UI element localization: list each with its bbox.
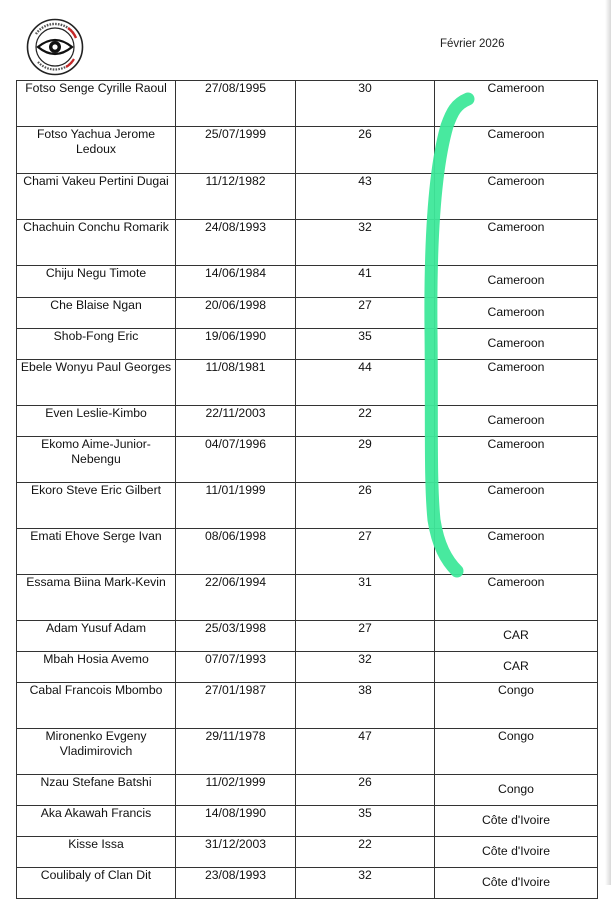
age-cell: 35 [296,329,435,360]
person-name-cell: Fotso Yachua Jerome Ledoux [17,127,176,174]
country-cell: CAR [435,652,598,683]
country-cell: Congo [435,729,598,775]
birth-date-cell: 25/07/1999 [176,127,296,174]
age-cell: 44 [296,360,435,406]
person-name-cell: Chiju Negu Timote [17,266,176,298]
country-cell: Cameroon [435,266,598,298]
person-name-cell: Chami Vakeu Pertini Dugai [17,174,176,220]
person-name-cell: Coulibaly of Clan Dit [17,868,176,899]
birth-date-cell: 24/08/1993 [176,220,296,266]
table-row [17,529,598,575]
birth-date-cell: 11/01/1999 [176,483,296,529]
birth-date-cell: 11/08/1981 [176,360,296,406]
person-name-cell: Shob-Fong Eric [17,329,176,360]
birth-date-cell: 11/02/1999 [176,775,296,806]
country-cell: Congo [435,775,598,806]
person-name-cell: Ekomo Aime-Junior-Nebengu [17,437,176,483]
country-cell: Cameroon [435,360,598,406]
age-cell: 26 [296,775,435,806]
table-row [17,483,598,529]
country-cell: Cameroon [435,298,598,329]
person-name-cell: Chachuin Conchu Romarik [17,220,176,266]
table-row [17,266,598,298]
birth-date-cell: 22/11/2003 [176,406,296,437]
country-cell: Cameroon [435,220,598,266]
birth-date-cell: 27/01/1987 [176,683,296,729]
table-row [17,360,598,406]
person-name-cell: Aka Akawah Francis [17,806,176,837]
age-cell: 30 [296,81,435,127]
document-header [0,0,611,80]
age-cell: 38 [296,683,435,729]
country-cell: Côte d'Ivoire [435,806,598,837]
person-name-cell: Essama Biina Mark-Kevin [17,575,176,621]
age-cell: 22 [296,406,435,437]
birth-date-cell: 19/06/1990 [176,329,296,360]
table-row [17,806,598,837]
country-cell: Congo [435,683,598,729]
birth-date-cell: 23/08/1993 [176,868,296,899]
age-cell: 27 [296,621,435,652]
person-name-cell: Mbah Hosia Avemo [17,652,176,683]
table-row [17,729,598,775]
country-cell: Cameroon [435,406,598,437]
table-row [17,652,598,683]
person-name-cell: Kisse Issa [17,837,176,868]
age-cell: 26 [296,127,435,174]
age-cell: 27 [296,529,435,575]
age-cell: 29 [296,437,435,483]
person-name-cell: Cabal Francois Mbombo [17,683,176,729]
table-row [17,406,598,437]
person-name-cell: Fotso Senge Cyrille Raoul [17,81,176,127]
age-cell: 32 [296,868,435,899]
birth-date-cell: 22/06/1994 [176,575,296,621]
table-row [17,575,598,621]
country-cell: Cameroon [435,174,598,220]
age-cell: 32 [296,220,435,266]
table-row [17,127,598,174]
country-cell: Côte d'Ivoire [435,837,598,868]
age-cell: 26 [296,483,435,529]
birth-date-cell: 11/12/1982 [176,174,296,220]
country-cell: Cameroon [435,575,598,621]
country-cell: Cameroon [435,529,598,575]
table-row [17,329,598,360]
country-cell: Cameroon [435,329,598,360]
person-name-cell: Che Blaise Ngan [17,298,176,329]
birth-date-cell: 31/12/2003 [176,837,296,868]
table-row [17,683,598,729]
birth-date-cell: 04/07/1996 [176,437,296,483]
country-cell: Côte d'Ivoire [435,868,598,899]
birth-date-cell: 14/08/1990 [176,806,296,837]
person-name-cell: Ekoro Steve Eric Gilbert [17,483,176,529]
country-cell: Cameroon [435,437,598,483]
birth-date-cell: 27/08/1995 [176,81,296,127]
age-cell: 47 [296,729,435,775]
birth-date-cell: 20/06/1998 [176,298,296,329]
person-name-cell: Even Leslie-Kimbo [17,406,176,437]
age-cell: 32 [296,652,435,683]
table-row [17,868,598,899]
birth-date-cell: 29/11/1978 [176,729,296,775]
document-date: Février 2026 [440,38,505,50]
birth-date-cell: 14/06/1984 [176,266,296,298]
country-cell: CAR [435,621,598,652]
birth-date-cell: 07/07/1993 [176,652,296,683]
table-row [17,621,598,652]
person-name-cell: Adam Yusuf Adam [17,621,176,652]
table-row [17,837,598,868]
person-name-cell: Mironenko Evgeny Vladimirovich [17,729,176,775]
table-row [17,437,598,483]
age-cell: 22 [296,837,435,868]
age-cell: 43 [296,174,435,220]
table-row [17,220,598,266]
country-cell: Cameroon [435,483,598,529]
persons-table [16,80,598,899]
country-cell: Cameroon [435,81,598,127]
age-cell: 35 [296,806,435,837]
page-edge [605,0,611,885]
age-cell: 31 [296,575,435,621]
table-row [17,174,598,220]
age-cell: 41 [296,266,435,298]
table-row [17,298,598,329]
birth-date-cell: 25/03/1998 [176,621,296,652]
person-name-cell: Nzau Stefane Batshi [17,775,176,806]
country-cell: Cameroon [435,127,598,174]
age-cell: 27 [296,298,435,329]
logo-seal-icon [26,18,84,76]
person-name-cell: Emati Ehove Serge Ivan [17,529,176,575]
birth-date-cell: 08/06/1998 [176,529,296,575]
table-row [17,81,598,127]
person-name-cell: Ebele Wonyu Paul Georges [17,360,176,406]
table-row [17,775,598,806]
